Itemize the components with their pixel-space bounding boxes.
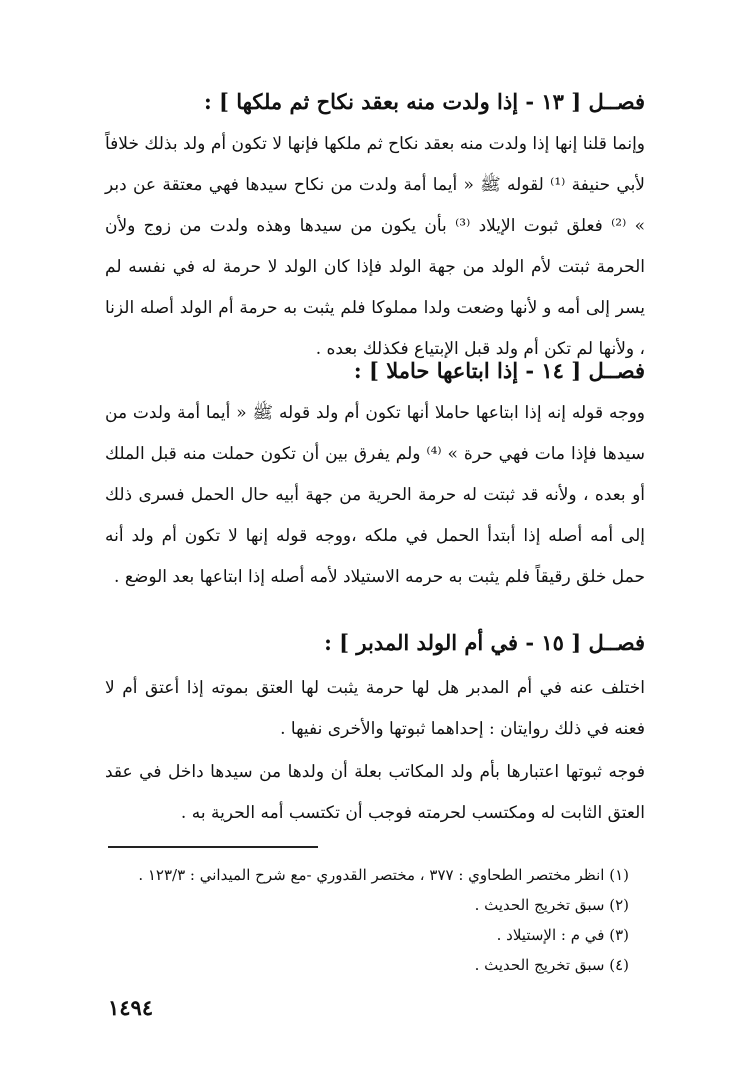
section-15-paragraph-1: اختلف عنه في أم المدبر هل لها حرمة يثبت لها العتق بموته إذا أعتق أم لا فعنه في ذلك روايتان : إحداهما ثبوتها والأخرى نفيها .	[105, 678, 645, 739]
section-14-paragraph: ووجه قوله إنه إذا ابتاعها حاملا أنها تكون أم ولد قوله ﷺ « أيما أمة ولدت من سيدها فإذا مات فهي حرة » ⁽⁴⁾ ولم يفرق بين أن تكون حملت منه قبل الملك أو بعده ، ولأنه قد ثبتت له حرمة الحرية من جهة أبيه حال الحمل فسرى ذلك إلى أمه أصله إذا أبتدأ الحمل في ملكه ،ووجه قوله إنها لا تكون أم ولد أنه حمل خلق رقيقاً فلم يثبت به حرمه الاستيلاد لأمه أصله إذا ابتاعها بعد الوضع .	[105, 403, 645, 587]
footnote-1: (١) انظر مختصر الطحاوي : ٣٧٧ ، مختصر القدوري -مع شرح الميداني : ١٢٣/٣ .	[138, 866, 629, 884]
section-15-paragraph-2: فوجه ثبوتها اعتبارها بأم ولد المكاتب بعلة أن ولدها من سيدها داخل في عقد العتق الثابت له ومكتسب لحرمته فوجب أن تكتسب أمه الحرية به .	[105, 762, 645, 823]
footnote-3: (٣) في م : الإستيلاد .	[496, 926, 629, 944]
footnote-separator	[108, 846, 318, 848]
section-heading-15: فصــل [ ١٥ - في أم الولد المدبر ] :	[324, 630, 645, 655]
footnote-4: (٤) سبق تخريج الحديث .	[474, 956, 629, 974]
section-heading-14: فصــل [ ١٤ - إذا ابتاعها حاملا ] :	[353, 358, 645, 383]
section-13-paragraph: وإنما قلنا إنها إذا ولدت منه بعقد نكاح ثم ملكها فإنها لا تكون أم ولد بذلك خلافاً لأبي حنيفة ⁽¹⁾ لقوله ﷺ « أيما أمة ولدت من نكاح سيدها فهي معتقة عن دبر » ⁽²⁾ فعلق ثبوت الإيلاد ⁽³⁾ بأن يكون من سيدها وهذه ولدت من زوج ولأن الحرمة ثبتت لأم الولد من جهة الولد فإذا كان الولد لا حرمة له في نفسه لم يسر إلى أمه و لأنها وضعت ولدا مملوكا فلم يثبت به حرمة أم الولد أصله الزنا ، ولأنها لم تكن أم ولد قبل الإبتياع فكذلك بعده .	[105, 134, 645, 359]
footnote-2: (٢) سبق تخريج الحديث .	[474, 896, 629, 914]
section-heading-13: فصــل [ ١٣ - إذا ولدت منه بعقد نكاح ثم ملكها ] :	[203, 89, 645, 114]
page-number: ١٤٩٤	[108, 995, 154, 1020]
